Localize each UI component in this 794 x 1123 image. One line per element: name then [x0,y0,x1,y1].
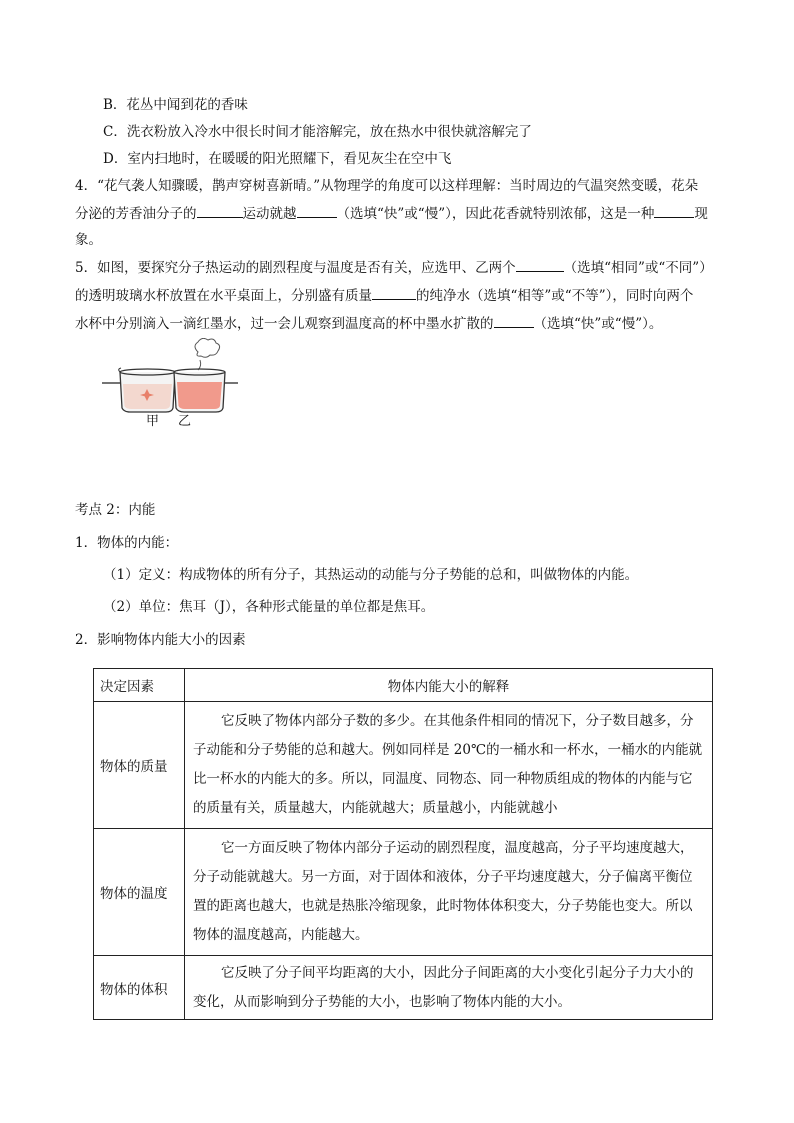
answer-blank[interactable] [654,203,694,218]
section-item-2: 2．影响物体内能大小的因素 [75,632,246,648]
unit-text: （2）单位：焦耳（J），各种形式能量的单位都是焦耳。 [103,599,435,615]
question-5-line-1: 5．如图，要探究分子热运动的剧烈程度与温度是否有关，应选甲、乙两个 （选填“相同”或“不同”） [75,257,713,278]
definition-text: （1）定义：构成物体的所有分子，其热运动的动能与分子势能的总和，叫做物体的内能。 [103,567,639,583]
table-row [94,702,713,829]
factor-cell: 物体的温度 [94,829,185,956]
question-4-line-1: 4．“花气袭人知骤暖，鹊声穿树喜新晴。”从物理学的角度可以这样理解：当时周边的气温突然变暖，花朵 [75,178,699,194]
table-row [94,829,713,956]
question-4-line-2: 分泌的芳香油分子的 运动就越 （选填“快”或“慢”），因此花香就特别浓郁，这是一种 现 [75,203,708,224]
explanation-cell: 它一方面反映了物体内部分子运动的剧烈程度，温度越高，分子平均速度越大，分子动能就越大。另一方面，对于固体和液体，分子平均速度越大，分子偏离平衡位置的距离也越大，也就是热胀冷缩现象，此时物体体积变大，分子势能也变大。所以物体的温度越高，内能越大。 [185,829,713,956]
question-5-line-3: 水杯中分别滴入一滴红墨水，过一会儿观察到温度高的杯中墨水扩散的 （选填“快”或“慢”）。 [75,313,662,334]
column-header: 物体内能大小的解释 [185,669,713,702]
beakers-illustration [100,338,240,438]
explanation-cell: 它反映了分子间平均距离的大小，因此分子间距离的大小变化引起分子力大小的变化，从而影响到分子势能的大小，也影响了物体内能的大小。 [185,956,713,1020]
section-title: 考点 2：内能 [75,502,156,518]
internal-energy-factors-table [93,668,713,1020]
table-row [94,956,713,1020]
figure-label-yi: 乙 [178,414,192,429]
beaker-left [119,368,175,412]
question-5-line-2: 的透明玻璃水杯放置在水平桌面上，分别盛有质量 的纯净水（选填“相等”或“不等”），同时向两个 [75,285,693,306]
answer-blank[interactable] [197,203,243,218]
option-c: C．洗衣粉放入冷水中很长时间才能溶解完，放在热水中很快就溶解完了 [103,124,532,140]
answer-blank[interactable] [516,257,564,272]
beaker-right [174,369,225,412]
answer-blank[interactable] [494,313,534,328]
figure-label-jia: 甲 [146,414,160,429]
answer-blank[interactable] [372,285,416,300]
explanation-cell: 它反映了物体内部分子数的多少。在其他条件相同的情况下，分子数目越多，分子动能和分子势能的总和越大。例如同样是 20℃的一桶水和一杯水，一桶水的内能就比一杯水的内能大的多。所以，同温度、同物态、同一种物质组成的物体的内能与它的质量有关，质量越大，内能就越大；质量越小，内能就越小 [185,702,713,829]
factor-cell: 物体的质量 [94,702,185,829]
answer-blank[interactable] [297,203,337,218]
beaker-figure [100,338,240,438]
steam-icon [195,338,220,357]
option-b: B．花丛中闻到花的香味 [103,97,248,113]
option-d: D．室内扫地时，在暖暖的阳光照耀下，看见灰尘在空中飞 [103,151,452,167]
table-header-row [94,669,713,702]
section-item-1: 1．物体的内能： [75,535,179,551]
question-4-line-3: 象。 [75,232,102,248]
column-header: 决定因素 [94,669,185,702]
factor-cell: 物体的体积 [94,956,185,1020]
